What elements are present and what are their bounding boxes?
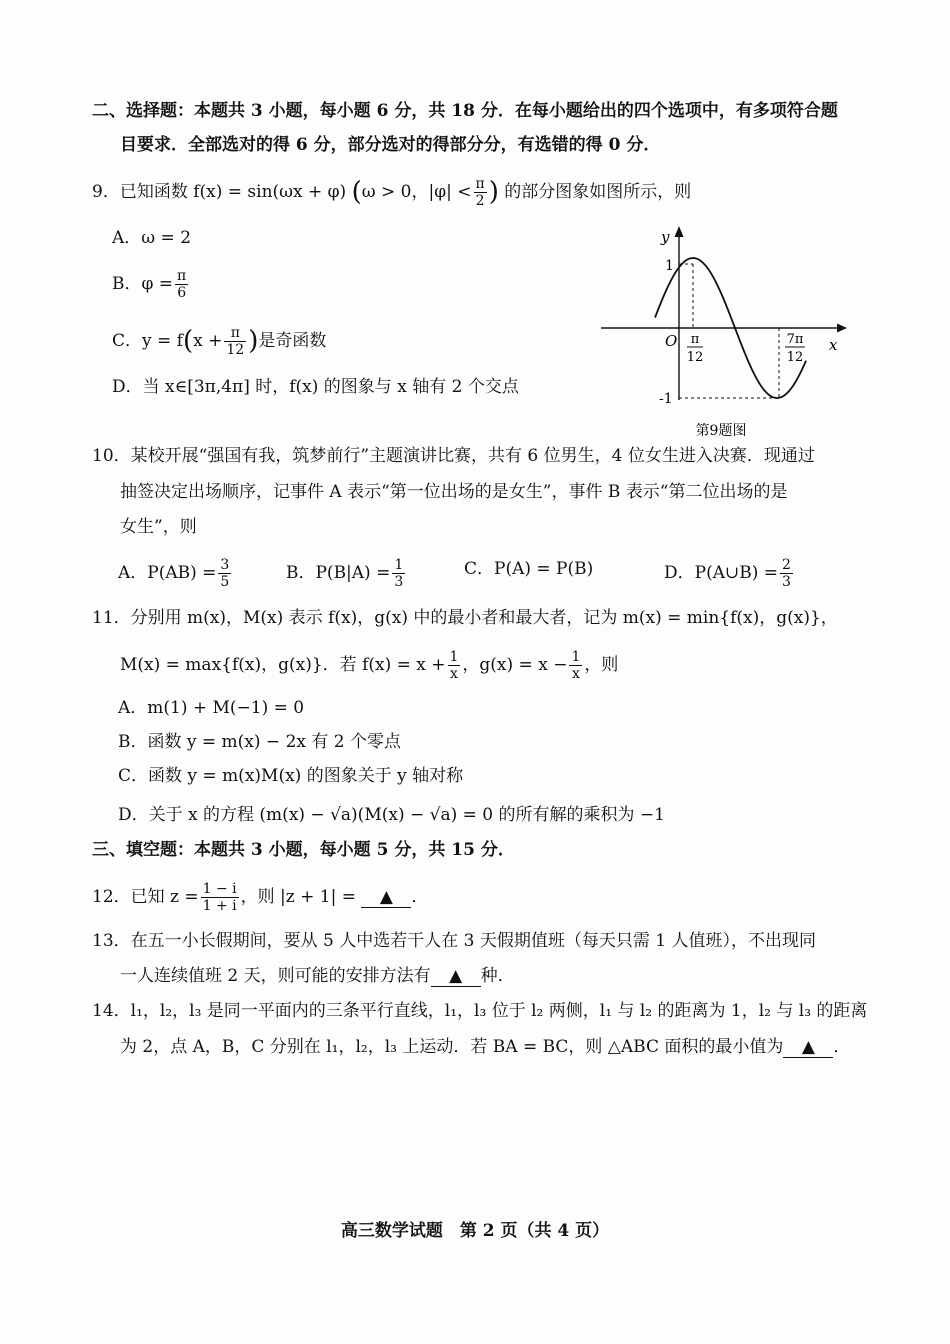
question-11-stem-line-2: M(x) = max{f(x)，g(x)}．若 f(x) = x + $\frac{1}{x}$ ，g(x) = x − $\frac{1}{x}$ ，则 [120,649,619,682]
answer-blank: ▲ [783,1037,833,1058]
x-tick-7pi-12-num: 7π [786,332,804,347]
x-axis-arrow [837,324,847,333]
question-13-stem-line-2: 一人连续值班 2 天，则可能的安排方法有 ▲ 种． [120,966,515,986]
x-tick-pi-12-den: 12 [686,350,704,365]
question-10-stem-line-3: 女生”，则 [120,517,197,537]
question-9-option-a: A．ω = 2 [112,228,192,248]
question-10-option-c: C．P(A) = P(B) [464,559,594,579]
question-11-option-d: D．关于 x 的方程 (m(x) − √a)(M(x) − √a) = 0 的所有解的乘积为 −1 [118,805,665,825]
question-10-stem-line-2: 抽签决定出场顺序，记事件 A 表示“第一位出场的是女生”，事件 B 表示“第二位出场的是 [120,482,788,502]
x-tick-7pi-12-den: 12 [786,350,804,365]
question-9-option-b: B．φ = $\frac{\pi}{6}$ [112,268,187,301]
question-11-option-b: B．函数 y = m(x) − 2x 有 2 个零点 [118,732,402,752]
answer-blank: ▲ [361,887,411,908]
answer-blank: ▲ [431,966,481,987]
question-10-stem-line-1: 10．某校开展“强国有我，筑梦前行”主题演讲比赛，共有 6 位男生，4 位女生进入决赛．现通过 [92,446,815,466]
question-9-stem: 9．已知函数 f(x) = sin(ωx + φ) (ω > 0，|φ| < $\frac{\pi}{2}$ ) 的部分图象如图所示，则 [92,176,692,209]
x-axis-label: x [829,336,838,354]
question-13-stem-line-1: 13．在五一小长假期间，要从 5 人中选若干人在 3 天假期值班（每天只需 1 人值班），不出现同 [92,931,817,951]
x-tick-pi-12-num: π [690,332,700,347]
question-11-option-c: C．函数 y = m(x)M(x) 的图象关于 y 轴对称 [118,766,464,786]
figure-caption: 第9题图 [695,423,747,439]
section-2-heading: 二、选择题：本题共 3 小题，每小题 6 分，共 18 分．在每小题给出的四个选项中，有多项符合题 [92,101,838,121]
origin-label: O [665,332,678,350]
question-12-stem: 12．已知 z = $\frac{1 - i}{1 + i}$ ，则 |z + 1| = ▲ ． [92,881,429,914]
question-10-option-b: B．P(B|A) = $\frac{1}{3}$ [286,557,404,590]
page-footer: 高三数学试题 第 2 页（共 4 页） [340,1221,610,1241]
question-11-stem-line-1: 11．分别用 m(x)，M(x) 表示 f(x)，g(x) 中的最小者和最大者，记为 m(x) = min{f(x)，g(x)}， [92,608,838,628]
question-10-option-d: D．P(A∪B) = $\frac{2}{3}$ [664,557,791,590]
question-14-stem-line-1: 14．l₁，l₂，l₃ 是同一平面内的三条平行直线，l₁，l₃ 位于 l₂ 两侧，l₁ 与 l₂ 的距离为 1，l₂ 与 l₃ 的距离 [92,1001,868,1021]
y-axis-arrow [675,226,684,237]
y-axis-label: y [661,228,670,246]
question-14-stem-line-2: 为 2，点 A，B，C 分别在 l₁，l₂，l₃ 上运动．若 BA = BC，则 △ABC 面积的最小值为 ▲ ． [120,1037,851,1057]
question-11-option-a: A．m(1) + M(−1) = 0 [118,698,305,718]
question-9-option-d: D．当 x∈[3π,4π] 时，f(x) 的图象与 x 轴有 2 个交点 [112,377,519,397]
question-9-sine-graph [595,222,855,447]
y-tick-neg-1: -1 [659,391,673,407]
question-9-option-c: C．y = f(x + $\frac{\pi}{12}$ )是奇函数 [112,325,327,358]
section-2-heading-cont: 目要求．全部选对的得 6 分，部分选对的得部分分，有选错的得 0 分． [120,135,661,155]
section-3-heading: 三、填空题：本题共 3 小题，每小题 5 分，共 15 分． [92,840,515,860]
question-10-option-a: A．P(AB) = $\frac{3}{5}$ [118,557,230,590]
y-tick-1: 1 [665,258,674,274]
